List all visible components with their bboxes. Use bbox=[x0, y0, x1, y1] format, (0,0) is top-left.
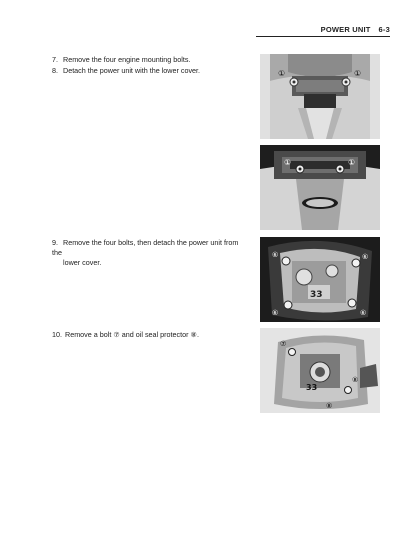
callout-label: ⑥ bbox=[272, 309, 279, 317]
photo-detach-power-unit bbox=[260, 145, 380, 230]
callout-label: ⑦ bbox=[280, 340, 287, 348]
photo-lower-cover-bolts bbox=[260, 237, 380, 322]
svg-text:33: 33 bbox=[310, 290, 323, 300]
engine-photo-illustration bbox=[260, 145, 380, 230]
step-text-continued: lower cover. bbox=[63, 258, 102, 267]
step-text: Remove the four engine mounting bolts. bbox=[63, 55, 191, 64]
step-number: 9. bbox=[52, 238, 58, 247]
step-number: 7. bbox=[52, 55, 58, 64]
step-10 bbox=[52, 330, 199, 340]
callout-label: ① bbox=[278, 69, 286, 78]
page-header bbox=[256, 22, 390, 37]
callout-label: ⑧ bbox=[326, 402, 333, 410]
lower-cover-illustration bbox=[260, 237, 380, 322]
step-text: Remove the four bolts, then detach the power unit from the bbox=[52, 238, 239, 257]
engine-photo-illustration bbox=[260, 54, 380, 139]
oil-seal-illustration bbox=[260, 328, 380, 413]
step-8 bbox=[52, 66, 200, 76]
svg-text:33: 33 bbox=[306, 383, 318, 392]
step-number: 8. bbox=[52, 66, 58, 75]
callout-label: ① bbox=[348, 158, 356, 167]
header-text bbox=[321, 25, 390, 34]
photo-engine-mounting-bolts bbox=[260, 54, 380, 139]
step-number: 10. bbox=[52, 330, 62, 339]
step-7 bbox=[52, 55, 190, 65]
callout-label: ① bbox=[354, 69, 362, 78]
callout-label: ⑧ bbox=[352, 376, 359, 384]
callout-label: ⑥ bbox=[272, 251, 279, 259]
photo-oil-seal-protector bbox=[260, 328, 380, 413]
callout-label: ⑥ bbox=[362, 253, 369, 261]
callout-label: ① bbox=[284, 158, 292, 167]
callout-label: ⑥ bbox=[360, 309, 367, 317]
page-number: 6-3 bbox=[378, 25, 390, 34]
step-9 bbox=[52, 238, 250, 268]
step-text: Remove a bolt ⑦ and oil seal protector ⑧. bbox=[65, 330, 199, 339]
step-text: Detach the power unit with the lower cover. bbox=[63, 66, 201, 75]
section-title: POWER UNIT bbox=[320, 25, 371, 34]
